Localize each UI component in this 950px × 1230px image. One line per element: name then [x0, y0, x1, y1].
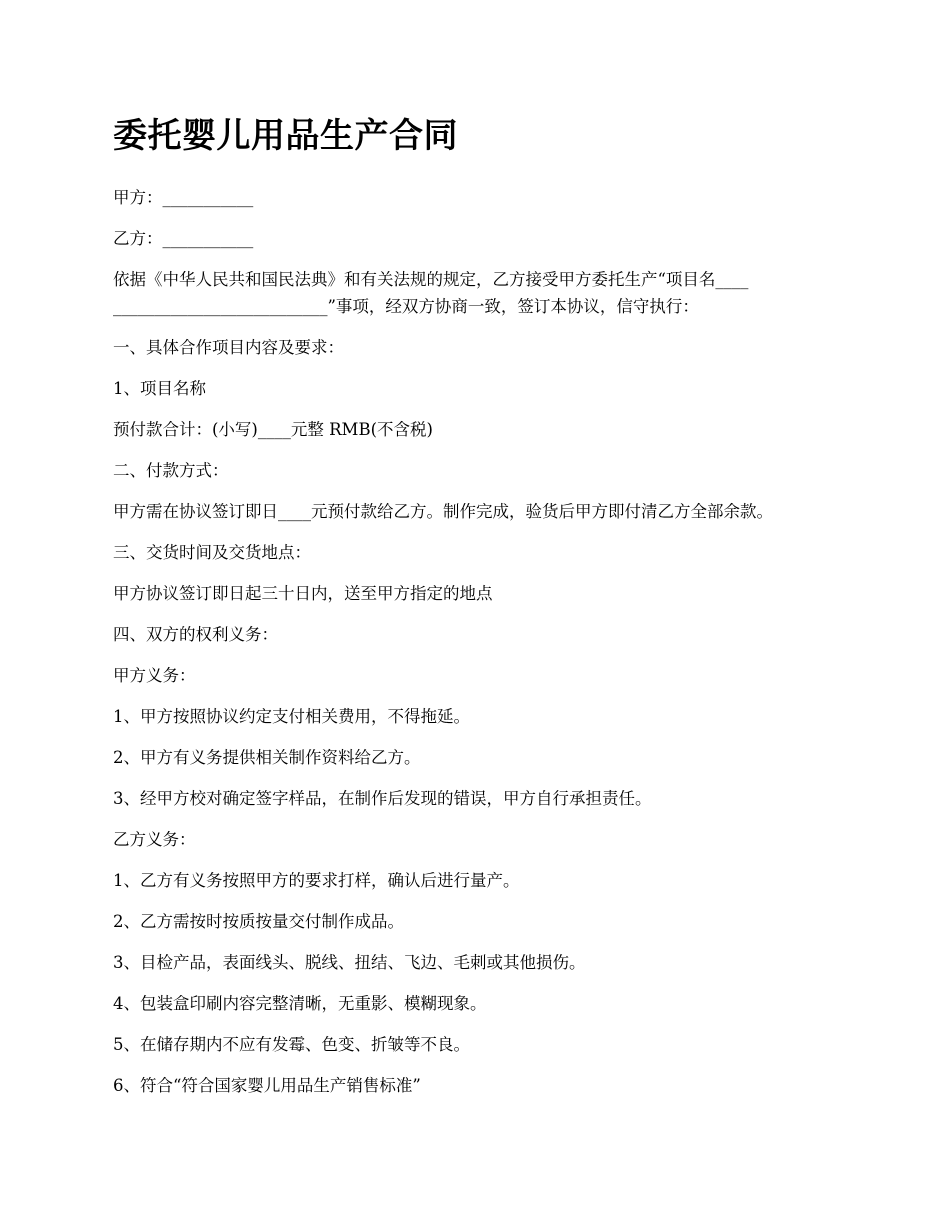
party-b-line: 乙方：___________: [113, 229, 254, 248]
party-b-duties-heading: 乙方义务：: [113, 830, 196, 849]
document-page: [113, 110, 858, 1113]
intro-paragraph: 依据《中华人民共和国民法典》和有关法规的规定，乙方接受甲方委托生产“项目名____ __________________________”事项，经双方协商一致，签订本协议，信守执行：: [113, 270, 749, 316]
delivery-paragraph: 甲方协议签订即日起三十日内，送至甲方指定的地点: [113, 584, 493, 603]
party-a-duty-1: 1、甲方按照协议约定支付相关费用，不得拖延。: [113, 707, 470, 726]
project-name-line: 1、项目名称: [113, 379, 206, 398]
party-b-duty-6: 6、符合“符合国家婴儿用品生产销售标准”: [113, 1076, 421, 1095]
prepayment-line: 预付款合计：(小写)____元整 RMB(不含税): [113, 420, 433, 439]
section-heading-4: 四、双方的权利义务：: [113, 625, 278, 644]
party-b-duty-4: 4、包装盒印刷内容完整清晰，无重影、模糊现象。: [113, 994, 487, 1013]
party-a-duties-heading: 甲方义务：: [113, 666, 196, 685]
section-heading-2: 二、付款方式：: [113, 461, 229, 480]
section-heading-3: 三、交货时间及交货地点：: [113, 543, 311, 562]
section-heading-1: 一、具体合作项目内容及要求：: [113, 338, 344, 357]
payment-terms-paragraph: 甲方需在协议签订即日____元预付款给乙方。制作完成，验货后甲方即付清乙方全部余款。: [113, 502, 773, 521]
party-b-duty-5: 5、在储存期内不应有发霉、色变、折皱等不良。: [113, 1035, 470, 1054]
party-b-duty-2: 2、乙方需按时按质按量交付制作成品。: [113, 912, 404, 931]
party-b-duty-3: 3、目检产品，表面线头、脱线、扭结、飞边、毛刺或其他损伤。: [113, 953, 586, 972]
party-b-duty-1: 1、乙方有义务按照甲方的要求打样，确认后进行量产。: [113, 871, 520, 890]
party-a-duty-3: 3、经甲方校对确定签字样品，在制作后发现的错误，甲方自行承担责任。: [113, 789, 652, 808]
party-a-duty-2: 2、甲方有义务提供相关制作资料给乙方。: [113, 748, 421, 767]
document-title: 委托婴儿用品生产合同: [113, 116, 458, 156]
party-a-line: 甲方：___________: [113, 188, 254, 207]
